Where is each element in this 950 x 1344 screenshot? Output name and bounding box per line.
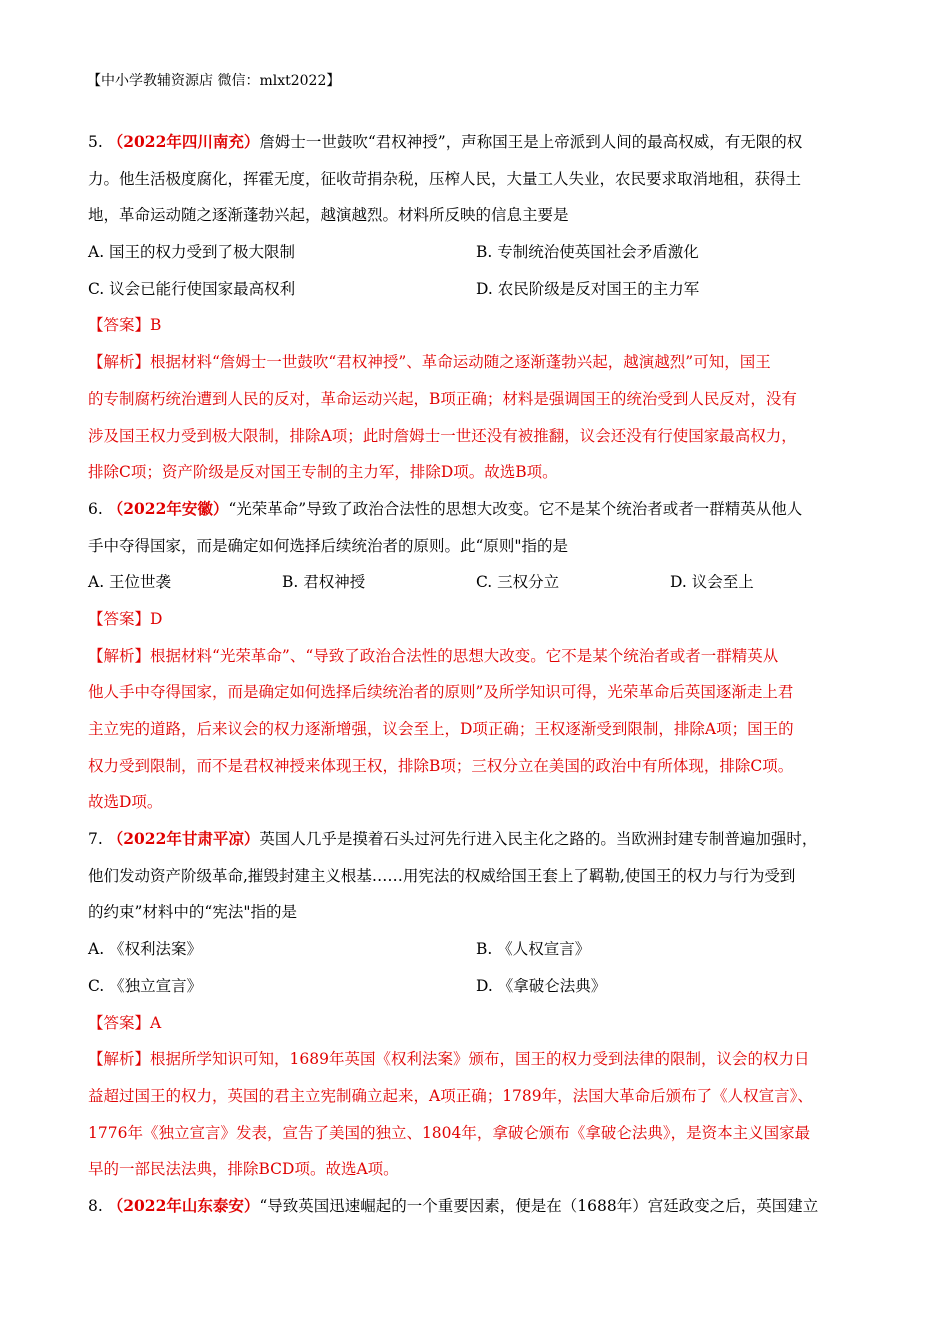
- explanation-line: 涉及国王权力受到极大限制，排除A项；此时詹姆士一世还没有被推翻，议会还没有行使国家最高权力，: [88, 426, 797, 445]
- question-5-stem: [88, 124, 868, 161]
- option-row: [88, 968, 868, 1005]
- option-b: B. 专制统治使英国社会矛盾激化: [476, 243, 699, 262]
- stem-line: 手中夺得国家，而是确定如何选择后续统治者的原则。此“原则"指的是: [88, 536, 569, 555]
- question-source: （2022年山东泰安）: [107, 1195, 260, 1215]
- option-c: C. 议会已能行使国家最高权利: [88, 279, 296, 298]
- stem-line: 地，革命运动随之逐渐蓬勃兴起，越演越烈。材料所反映的信息主要是: [88, 206, 569, 225]
- explanation-line: 权力受到限制，而不是君权神授来体现王权，排除B项；三权分立在美国的政治中有所体现，排除C项。: [88, 756, 794, 775]
- stem-line: 他们发动资产阶级革命,摧毁封建主义根基……用宪法的权威给国王套上了羁勒,使国王的权力与行为受到: [88, 866, 796, 885]
- option-a: A. 《权利法案》: [88, 940, 203, 959]
- page-header: 【中小学教辅资源店 微信：mlxt2022】: [87, 73, 341, 89]
- explanation-line: 益超过国王的权力，英国的君主立宪制确立起来，A项正确；1789年，法国大革命后颁布了《人权宣言》、: [88, 1086, 813, 1105]
- explanation-line: 【解析】根据材料“光荣革命”、“导致了政治合法性的思想大改变。它不是某个统治者或者一群精英从: [88, 646, 779, 665]
- question-source: （2022年安徽）: [107, 498, 229, 518]
- question-number: 7.: [88, 830, 108, 849]
- explanation-line: 排除C项；资产阶级是反对国王专制的主力军，排除D项。故选B项。: [88, 463, 558, 482]
- explanation-line: 【解析】根据所学知识可知，1689年英国《权利法案》颁布，国王的权力受到法律的限制，议会的权力日: [88, 1050, 810, 1069]
- stem-text: 詹姆士一世鼓吹“君权神授”，声称国王是上帝派到人间的最高权威，有无限的权: [259, 133, 803, 151]
- question-number: 8.: [88, 1196, 108, 1215]
- explanation-line: 早的一部民法法典，排除BCD项。故选A项。: [88, 1160, 399, 1179]
- explanation-line: 主立宪的道路，后来议会的权力逐渐增强，议会至上，D项正确；王权逐渐受到限制，排除A项；国王的: [88, 720, 794, 738]
- option-b: B. 《人权宣言》: [476, 940, 591, 959]
- option-d: D. 《拿破仑法典》: [476, 976, 607, 995]
- option-a: A. 国王的权力受到了极大限制: [88, 243, 296, 262]
- question-6-stem: [88, 491, 868, 528]
- answer: 【答案】D: [88, 609, 163, 628]
- stem-line: 力。他生活极度腐化，挥霍无度，征收苛捐杂税，压榨人民，大量工人失业，农民要求取消地租，获得土: [88, 169, 802, 188]
- option-a: A. 王位世袭: [88, 573, 172, 592]
- option-d: D. 农民阶级是反对国王的主力军: [476, 279, 700, 298]
- stem-line: 的约束”材料中的“宪法"指的是: [88, 903, 297, 922]
- question-source: （2022年甘肃平凉）: [107, 829, 260, 849]
- option-c: C. 三权分立: [476, 573, 560, 592]
- explanation-line: 的专制腐朽统治遭到人民的反对，革命运动兴起，B项正确；材料是强调国王的统治受到人民反对，没有: [88, 389, 797, 408]
- option-b: B. 君权神授: [282, 573, 366, 592]
- explanation-line: 故选D项。: [88, 793, 163, 812]
- answer: 【答案】B: [88, 316, 162, 335]
- option-row: [88, 564, 868, 601]
- question-number: 5.: [88, 133, 108, 151]
- question-7-stem: [88, 821, 868, 858]
- stem-text: 英国人几乎是摸着石头过河先行进入民主化之路的。当欧洲封建专制普遍加强时，: [259, 830, 818, 849]
- explanation-line: 他人手中夺得国家，而是确定如何选择后续统治者的原则”及所学知识可得，光荣革命后英国逐渐走上君: [88, 683, 794, 702]
- answer: 【答案】A: [88, 1013, 162, 1032]
- question-number: 6.: [88, 499, 108, 518]
- question-list: [88, 124, 868, 1225]
- option-row: [88, 931, 868, 968]
- question-8-stem: [88, 1188, 868, 1225]
- question-source: （2022年四川南充）: [107, 132, 260, 151]
- option-d: D. 议会至上: [670, 573, 754, 592]
- option-row: [88, 234, 868, 271]
- stem-text: “导致英国迅速崛起的一个重要因素，便是在（1688年）宫廷政变之后，英国建立: [259, 1196, 819, 1215]
- explanation-line: 1776年《独立宣言》发表，宣告了美国的独立、1804年，拿破仑颁布《拿破仑法典》，是资本主义国家最: [88, 1123, 811, 1142]
- option-row: [88, 271, 868, 308]
- explanation-line: 【解析】根据材料“詹姆士一世鼓吹“君权神授”、革命运动随之逐渐蓬勃兴起，越演越烈”可知，国王: [88, 353, 771, 372]
- stem-text: “光荣革命”导致了政治合法性的思想大改变。它不是某个统治者或者一群精英从他人: [228, 499, 803, 518]
- option-c: C. 《独立宣言》: [88, 976, 203, 995]
